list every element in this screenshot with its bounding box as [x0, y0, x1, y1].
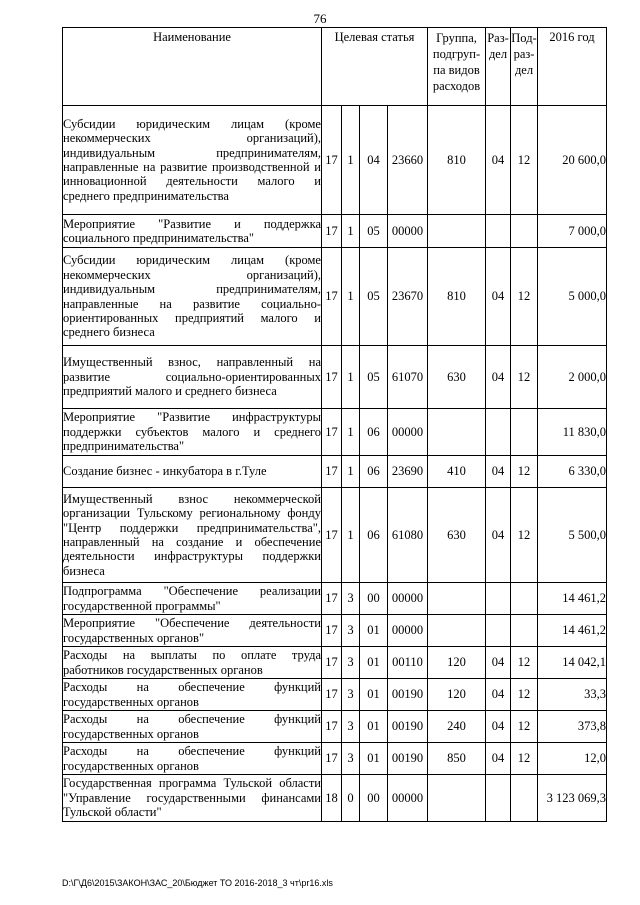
table-row: [63, 647, 607, 679]
cell-c2: 1: [342, 409, 360, 456]
cell-subsection: 12: [511, 106, 538, 215]
cell-c1: 17: [322, 711, 342, 743]
cell-c3: 01: [360, 647, 388, 679]
file-path-footer: D:\Г\Д6\2015\ЗАКОН\ЗАС_20\Бюджет ТО 2016-2018_3 чт\pr16.xls: [62, 878, 333, 888]
cell-c4: 00110: [388, 647, 428, 679]
cell-c4: 00000: [388, 615, 428, 647]
table-row: [63, 583, 607, 615]
cell-c1: 17: [322, 743, 342, 775]
cell-group: 850: [428, 743, 486, 775]
cell-group: 630: [428, 488, 486, 583]
cell-name: Мероприятие "Развитие инфраструктуры поддержки субъектов малого и среднего предпринимательства": [63, 409, 322, 456]
cell-c1: 17: [322, 106, 342, 215]
cell-c2: 3: [342, 711, 360, 743]
cell-c2: 3: [342, 615, 360, 647]
cell-c3: 05: [360, 346, 388, 409]
header-name: Наименование: [63, 28, 322, 106]
table-body: [63, 106, 607, 822]
cell-c3: 04: [360, 106, 388, 215]
cell-amount: 5 000,0: [538, 248, 607, 346]
cell-group: 810: [428, 248, 486, 346]
cell-subsection: 12: [511, 488, 538, 583]
cell-c4: 00000: [388, 775, 428, 822]
cell-amount: 33,3: [538, 679, 607, 711]
cell-c3: 05: [360, 215, 388, 248]
cell-amount: 6 330,0: [538, 456, 607, 488]
cell-c4: 23660: [388, 106, 428, 215]
cell-amount: 5 500,0: [538, 488, 607, 583]
cell-amount: 373,8: [538, 711, 607, 743]
cell-section: 04: [486, 488, 511, 583]
header-section: Раз-дел: [486, 28, 511, 106]
table-row: [63, 711, 607, 743]
cell-c4: 00000: [388, 583, 428, 615]
cell-group: 810: [428, 106, 486, 215]
cell-group: 410: [428, 456, 486, 488]
cell-amount: 20 600,0: [538, 106, 607, 215]
cell-c2: 1: [342, 456, 360, 488]
cell-c2: 3: [342, 679, 360, 711]
cell-subsection: 12: [511, 679, 538, 711]
cell-subsection: [511, 615, 538, 647]
cell-subsection: 12: [511, 456, 538, 488]
cell-subsection: [511, 583, 538, 615]
cell-c2: 3: [342, 647, 360, 679]
cell-c2: 3: [342, 583, 360, 615]
cell-name: Имущественный взнос, направленный на развитие социально-ориентированных предприятий малого и среднего бизнеса: [63, 346, 322, 409]
table-row: [63, 615, 607, 647]
cell-section: [486, 583, 511, 615]
cell-name: Имущественный взнос некоммерческой организации Тульскому региональному фонду "Центр поддержки предпринимательства", направленный на создание и обеспечение деятельности инфраструктуры поддержки бизнеса: [63, 488, 322, 583]
cell-group: 120: [428, 679, 486, 711]
cell-name: Мероприятие "Обеспечение деятельности государственных органов": [63, 616, 321, 645]
cell-section: [486, 409, 511, 456]
cell-c3: 05: [360, 248, 388, 346]
cell-c1: 17: [322, 647, 342, 679]
cell-group: 240: [428, 711, 486, 743]
cell-c3: 06: [360, 409, 388, 456]
cell-c1: 17: [322, 615, 342, 647]
budget-table: [62, 27, 607, 822]
cell-c2: 0: [342, 775, 360, 822]
cell-amount: 12,0: [538, 743, 607, 775]
cell-c2: 1: [342, 215, 360, 248]
table-row: [63, 775, 607, 822]
table-row: [63, 248, 607, 346]
cell-c3: 01: [360, 615, 388, 647]
cell-c1: 17: [322, 409, 342, 456]
header-year: 2016 год: [538, 28, 607, 106]
cell-section: 04: [486, 456, 511, 488]
table-row: [63, 456, 607, 488]
table-header-row: [63, 28, 607, 106]
cell-name: Подпрограмма "Обеспечение реализации государственной программы": [63, 584, 321, 613]
cell-section: 04: [486, 679, 511, 711]
cell-section: [486, 615, 511, 647]
cell-c1: 17: [322, 346, 342, 409]
cell-group: [428, 583, 486, 615]
table-row: [63, 743, 607, 775]
cell-subsection: 12: [511, 248, 538, 346]
cell-subsection: 12: [511, 647, 538, 679]
cell-c3: 01: [360, 711, 388, 743]
cell-name: Государственная программа Тульской области "Управление государственными финансами Тульской области": [63, 775, 322, 822]
cell-section: [486, 215, 511, 248]
cell-c4: 00000: [388, 215, 428, 248]
cell-section: 04: [486, 711, 511, 743]
cell-name: Создание бизнес - инкубатора в г.Туле: [63, 456, 322, 488]
cell-c4: 23690: [388, 456, 428, 488]
cell-subsection: 12: [511, 346, 538, 409]
table-row: [63, 488, 607, 583]
cell-c3: 00: [360, 583, 388, 615]
cell-c1: 17: [322, 583, 342, 615]
cell-section: 04: [486, 248, 511, 346]
cell-subsection: [511, 215, 538, 248]
cell-group: 630: [428, 346, 486, 409]
cell-c2: 1: [342, 106, 360, 215]
header-target: Целевая статья: [322, 28, 428, 106]
cell-name: Расходы на обеспечение функций государственных органов: [63, 680, 321, 709]
cell-c4: 00190: [388, 679, 428, 711]
cell-section: 04: [486, 743, 511, 775]
table-row: [63, 679, 607, 711]
cell-c3: 00: [360, 775, 388, 822]
cell-amount: 11 830,0: [538, 409, 607, 456]
cell-group: [428, 775, 486, 822]
page-number: 76: [313, 11, 327, 26]
cell-c4: 00190: [388, 743, 428, 775]
cell-subsection: 12: [511, 743, 538, 775]
cell-amount: 7 000,0: [538, 215, 607, 248]
table-row: [63, 215, 607, 248]
cell-c1: 18: [322, 775, 342, 822]
cell-group: [428, 215, 486, 248]
cell-amount: 14 461,2: [538, 615, 607, 647]
cell-c1: 17: [322, 679, 342, 711]
cell-c2: 1: [342, 488, 360, 583]
cell-subsection: [511, 409, 538, 456]
cell-amount: 2 000,0: [538, 346, 607, 409]
cell-subsection: 12: [511, 711, 538, 743]
cell-c2: 1: [342, 346, 360, 409]
cell-c3: 01: [360, 743, 388, 775]
cell-name: Мероприятие "Развитие и поддержка социального предпринимательства": [63, 215, 322, 248]
cell-c1: 17: [322, 215, 342, 248]
cell-section: 04: [486, 647, 511, 679]
cell-c2: 3: [342, 743, 360, 775]
cell-amount: 3 123 069,3: [538, 775, 607, 822]
cell-name: Расходы на обеспечение функций государственных органов: [63, 712, 321, 741]
cell-amount: 14 461,2: [538, 583, 607, 615]
cell-c4: 00000: [388, 409, 428, 456]
cell-c3: 06: [360, 456, 388, 488]
cell-group: [428, 409, 486, 456]
table-row: [63, 106, 607, 215]
cell-c1: 17: [322, 488, 342, 583]
cell-name: Субсидии юридическим лицам (кроме некоммерческих организаций), индивидуальным предпринимателям, направленные на развитие социально-ориентированных предприятий малого и среднего бизнеса: [63, 248, 322, 346]
table-row: [63, 409, 607, 456]
cell-c2: 1: [342, 248, 360, 346]
cell-group: 120: [428, 647, 486, 679]
cell-section: [486, 775, 511, 822]
cell-c4: 00190: [388, 711, 428, 743]
cell-amount: 14 042,1: [538, 647, 607, 679]
cell-c4: 61070: [388, 346, 428, 409]
cell-name: Субсидии юридическим лицам (кроме некоммерческих организаций), индивидуальным предпринимателям, направленные на развитие производственной и инновационной деятельности малого и среднего предпринимательства: [63, 106, 322, 215]
cell-c4: 23670: [388, 248, 428, 346]
cell-section: 04: [486, 346, 511, 409]
cell-name: Расходы на выплаты по оплате труда работников государственных органов: [63, 648, 321, 677]
cell-name: Расходы на обеспечение функций государственных органов: [63, 744, 321, 773]
cell-c1: 17: [322, 456, 342, 488]
header-group: Группа, подгруп-па видов расходов: [428, 28, 486, 106]
cell-c1: 17: [322, 248, 342, 346]
cell-c4: 61080: [388, 488, 428, 583]
cell-c3: 06: [360, 488, 388, 583]
cell-section: 04: [486, 106, 511, 215]
cell-subsection: [511, 775, 538, 822]
cell-c3: 01: [360, 679, 388, 711]
header-subsection: Под-раз-дел: [511, 28, 538, 106]
cell-group: [428, 615, 486, 647]
table-row: [63, 346, 607, 409]
